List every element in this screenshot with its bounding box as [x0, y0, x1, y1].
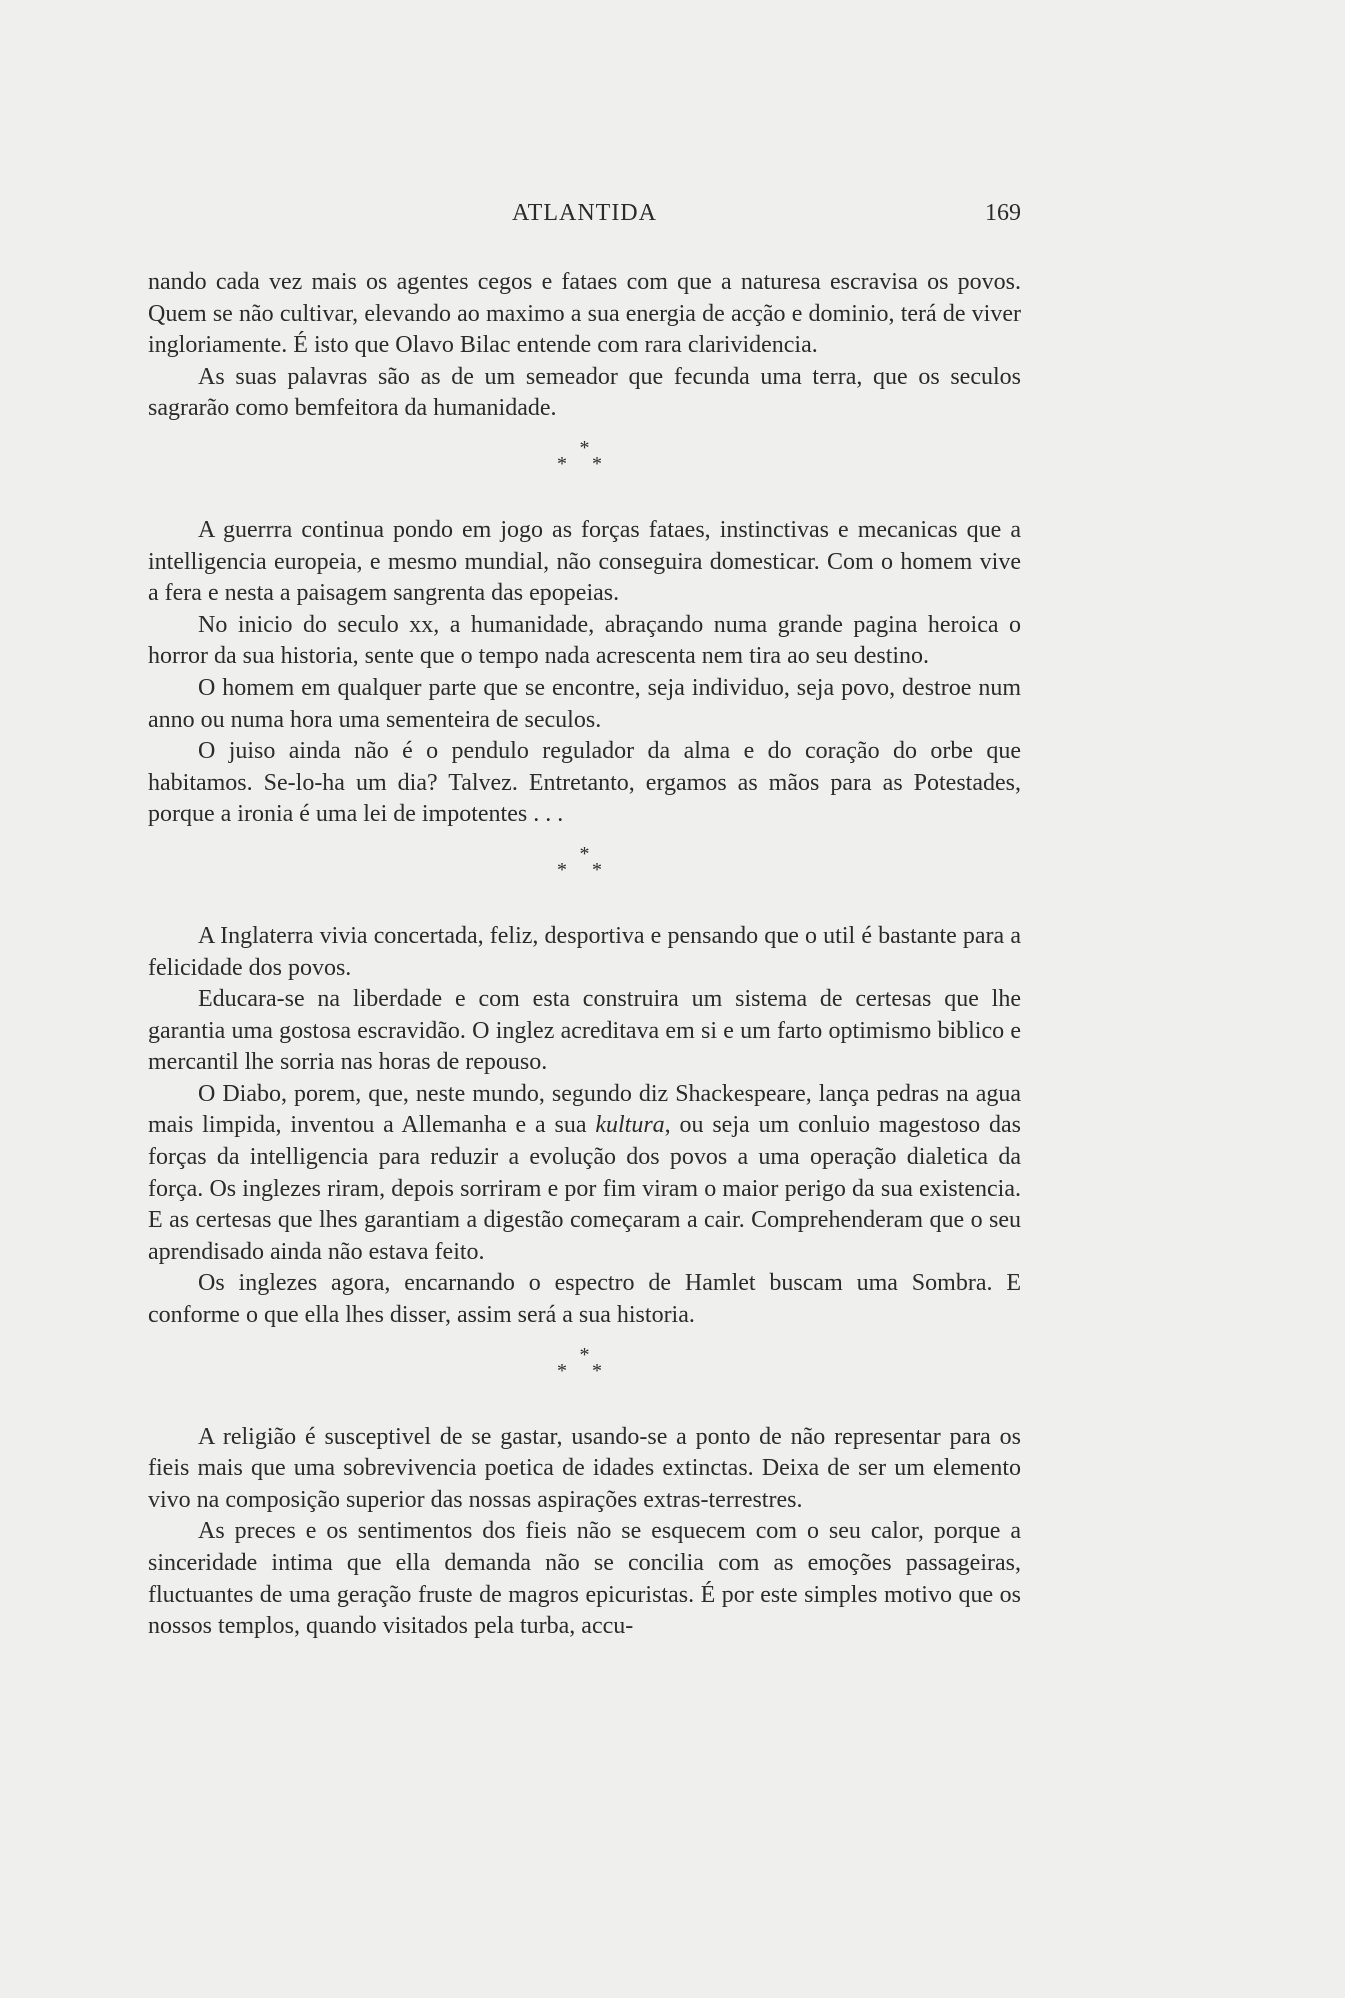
- page-number: 169: [985, 200, 1021, 226]
- paragraph-6: O juiso ainda não é o pendulo regulador da alma e do coração do orbe que habitamos. Se-lo-ha um dia? Talvez. Entretanto, ergamos as mãos para as Potestades, porque a ironia é uma lei de impotentes . . .: [148, 738, 1021, 828]
- paragraph-9-italic-word: kultura: [595, 1112, 665, 1139]
- asterism-bottom: * *: [557, 1359, 612, 1382]
- paragraph-11: A religião é susceptivel de se gastar, usando-se a ponto de não representar para os fieis mais que uma sobrevivencia poetica de idades extinctas. Deixa de ser um elemento vivo na composição superior das nossas aspirações extras-terrestres.: [148, 1423, 1021, 1513]
- asterism-bottom: * *: [557, 452, 612, 475]
- asterism-top: *: [579, 1343, 590, 1366]
- running-header: [148, 200, 1021, 232]
- paragraph-9-end: , ou seja um conluio magestoso das forças da intelligencia para reduzir a evolução dos povos a uma operação dialetica da força. Os inglezes riram, depois sorriram e por fim viram o maior perigo da sua existencia. E as certesas que lhes garantiam a digestão começaram a cair. Comprehenderam que o seu aprendisado ainda não estava feito.: [148, 1112, 1022, 1265]
- asterism-bottom: * *: [557, 858, 612, 881]
- body-text: [148, 267, 1021, 1643]
- asterism-separator-3: [148, 1332, 1021, 1422]
- paragraph-12: As preces e os sentimentos dos fieis não se esquecem com o seu calor, porque a sinceridade intima que ella demanda não se concilia com as emoções passageiras, fluctuantes de uma geração fruste de magros epicuristas. É por este simples motivo que os nossos templos, quando visitados pela turba, accu-: [148, 1518, 1021, 1640]
- paragraph-9: [148, 1079, 1021, 1269]
- paragraph-2: As suas palavras são as de um semeador que fecunda uma terra, que os seculos sagrarão como bemfeitora da humanidade.: [148, 363, 1021, 422]
- asterism-top: *: [579, 436, 590, 459]
- paragraph-8: Educara-se na liberdade e com esta construira um sistema de certesas que lhe garantia uma gostosa escravidão. O inglez acreditava em si e um farto optimismo biblico e mercantil lhe sorria nas horas de repouso.: [148, 986, 1021, 1076]
- asterism-separator-2: [148, 831, 1021, 921]
- asterism-top: *: [579, 842, 590, 865]
- paragraph-3: A guerrra continua pondo em jogo as forças fataes, instinctivas e mecanicas que a intelligencia europeia, e mesmo mundial, não conseguira domesticar. Com o homem vive a fera e nesta a paisagem sangrenta das epopeias.: [148, 516, 1021, 607]
- paragraph-1: nando cada vez mais os agentes cegos e fataes com que a naturesa escravisa os povos. Quem se não cultivar, elevando ao maximo a sua energia de acção e dominio, terá de viver ingloriamente. É isto que Olavo Bilac entende com rara clarividencia.: [148, 269, 1021, 359]
- paragraph-7: A Inglaterra vivia concertada, feliz, desportiva e pensando que o util é bastante para a felicidade dos povos.: [148, 922, 1021, 981]
- asterism-separator-1: [148, 425, 1021, 515]
- paragraph-4: No inicio do seculo xx, a humanidade, abraçando numa grande pagina heroica o horror da sua historia, sente que o tempo nada acrescenta nem tira ao seu destino.: [148, 611, 1021, 670]
- paragraph-5: O homem em qualquer parte que se encontre, seja individuo, seja povo, destroe num anno ou numa hora uma sementeira de seculos.: [148, 674, 1021, 733]
- journal-title: ATLANTIDA: [512, 200, 657, 226]
- paragraph-10: Os inglezes agora, encarnando o espectro de Hamlet buscam uma Sombra. E conforme o que ella lhes disser, assim será a sua historia.: [148, 1270, 1021, 1329]
- paragraph-9-start: O Diabo, porem, que, neste mundo, segundo diz Shackespeare, lança pedras na agua mais limpida, inventou a Allemanha e a sua: [148, 1080, 1021, 1139]
